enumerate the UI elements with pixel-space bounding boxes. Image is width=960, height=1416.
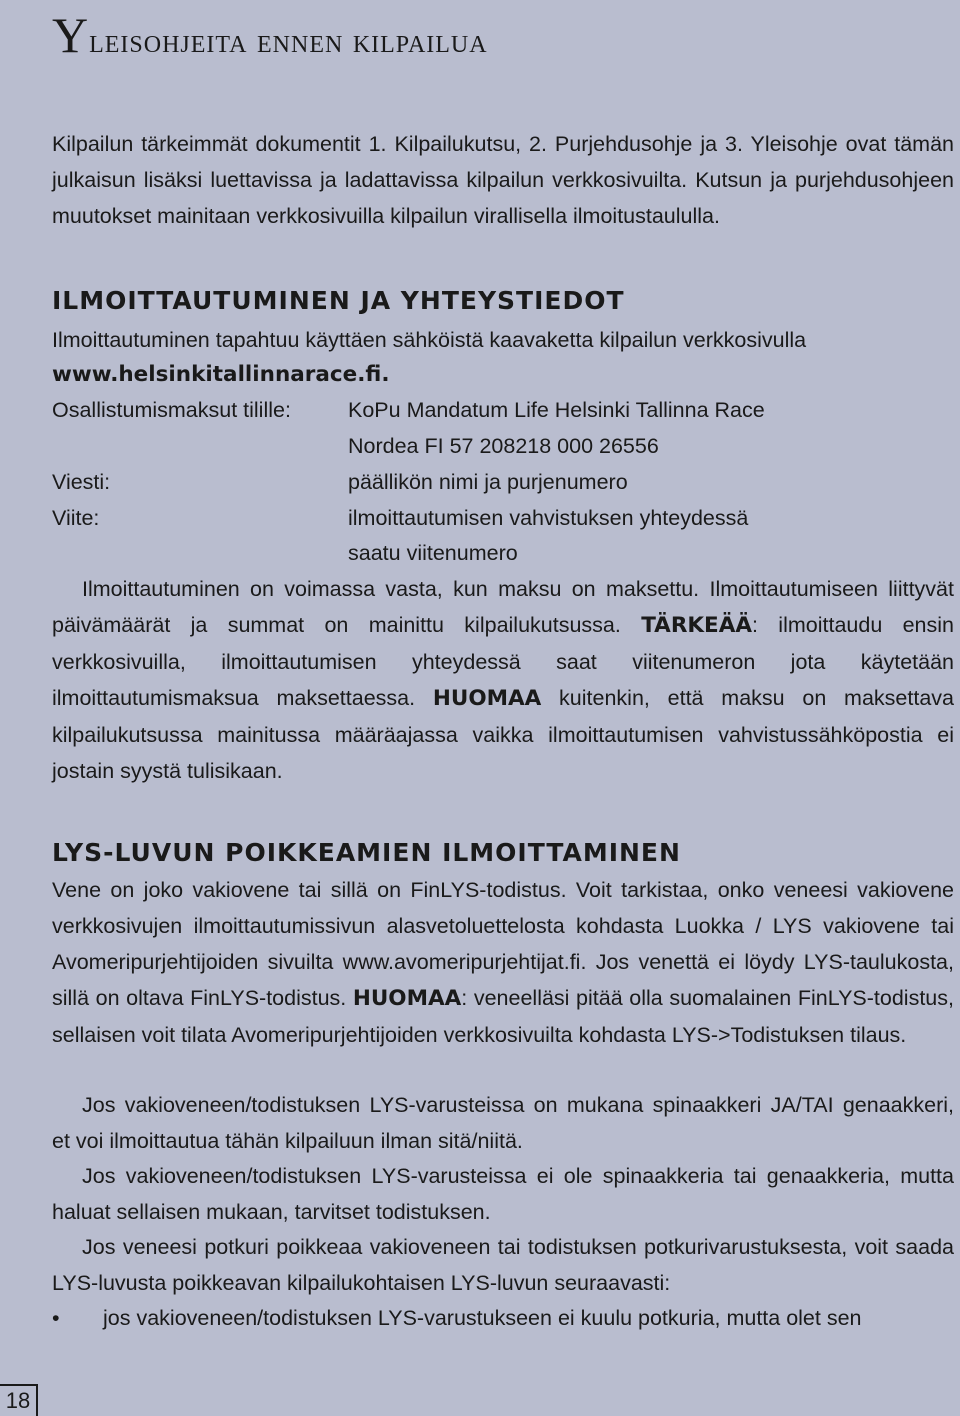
lys-note-label: HUOMAA <box>352 986 462 1011</box>
registration-url[interactable]: www.helsinkitallinnarace.fi. <box>52 362 390 387</box>
message-value: päällikön nimi ja purjenumero <box>348 470 628 494</box>
section-heading-registration: ILMOITTAUTUMINEN JA YHTEYSTIEDOT <box>52 286 625 315</box>
lys-p1-text-a: Vene on joko vakiovene tai sillä on FinLYS-todistus. Voit tarkistaa, onko veneesi vakiovene verkkosivujen ilmoittautumissivun alasvetoluettelosta kohdasta Luokka / LYS vakiovene tai Avomeripurjehtijoiden sivuilta www.avomeripurjehtijat.fi. Jos venettä ei löydy LYS-taulukosta, sillä on oltava FinLYS-todistus. <box>52 878 954 1010</box>
note-label: HUOMAA <box>432 686 542 711</box>
reference-label: Viite: <box>52 506 100 530</box>
bullet-item-1: jos vakioveneen/todistuksen LYS-varustukseen ei kuulu potkuria, mutta olet sen <box>103 1306 862 1330</box>
section-heading-lys: LYS-LUVUN POIKKEAMIEN ILMOITTAMINEN <box>52 838 681 867</box>
validity-text-b: : ilmoittaudu ensin verkkosivuilla, ilmoittautumisen yhteydessä saat viitenumeron jota käytetään ilmoittautumismaksua maksettaessa. <box>52 613 955 710</box>
lys-paragraph-1 <box>52 872 954 1053</box>
validity-text-c: kuitenkin, että maksu on maksettava kilpailukutsussa mainitussa määräajassa vaikka ilmoittautumisen vahvistussähköpostia ei jostain syystä tulisikaan. <box>52 686 954 783</box>
lys-paragraph-3: Jos vakioveneen/todistuksen LYS-varusteissa ei ole spinaakkeria tai genaakkeria, mutta haluat sellaisen mukaan, tarvitset todistuksen. <box>52 1164 954 1224</box>
lys-p1-text-b: : veneelläsi pitää olla suomalainen FinLYS-todistus, sellaisen voit tilata Avomeripurjehtijoiden verkkosivuilta kohdasta LYS->Todistuksen tilaus. <box>52 986 954 1047</box>
lys-paragraph-4: Jos veneesi potkuri poikkeaa vakioveneen tai todistuksen potkurivarustuksesta, voit saada LYS-luvusta poikkeavan kilpailukohtaisen LYS-luvun seuraavasti: <box>52 1235 954 1295</box>
reference-value-line2: saatu viitenumero <box>348 541 518 565</box>
page-title <box>52 6 488 64</box>
bullet-icon: • <box>52 1306 60 1330</box>
validity-text-a: Ilmoittautuminen on voimassa vasta, kun maksu on maksettu. Ilmoittautumiseen liittyvät päivämäärät ja summat on mainittu kilpailukutsussa. <box>52 577 954 637</box>
intro-paragraph: Kilpailun tärkeimmät dokumentit 1. Kilpailukutsu, 2. Purjehdusohje ja 3. Yleisohje ovat tämän julkaisun lisäksi luettavissa ja ladattavissa kilpailun verkkosivuilta. Kutsun ja purjehdusohjeen muutokset mainitaan verkkosivuilla kilpailun virallisella ilmoitustaululla. <box>52 132 954 228</box>
message-label: Viesti: <box>52 470 111 494</box>
fees-label: Osallistumismaksut tilille: <box>52 398 291 422</box>
fees-value-account-name: KoPu Mandatum Life Helsinki Tallinna Race <box>348 398 765 422</box>
important-label: TÄRKEÄÄ <box>641 613 753 638</box>
registration-line: Ilmoittautuminen tapahtuu käyttäen sähköistä kaavaketta kilpailun verkkosivulla <box>52 328 807 352</box>
page-number: 18 <box>0 1384 38 1416</box>
lys-paragraph-2: Jos vakioveneen/todistuksen LYS-varusteissa on mukana spinaakkeri JA/TAI genaakkeri, et voi ilmoittautua tähän kilpailuun ilman sitä/niitä. <box>52 1093 954 1153</box>
fees-value-account-number: Nordea FI 57 208218 000 26556 <box>348 434 659 458</box>
registration-validity-paragraph <box>52 571 954 789</box>
reference-value-line1: ilmoittautumisen vahvistuksen yhteydessä <box>348 506 749 530</box>
page-title-initial: Y <box>52 7 90 63</box>
page-title-rest: leisohjeita ennen kilpailua <box>89 23 488 60</box>
